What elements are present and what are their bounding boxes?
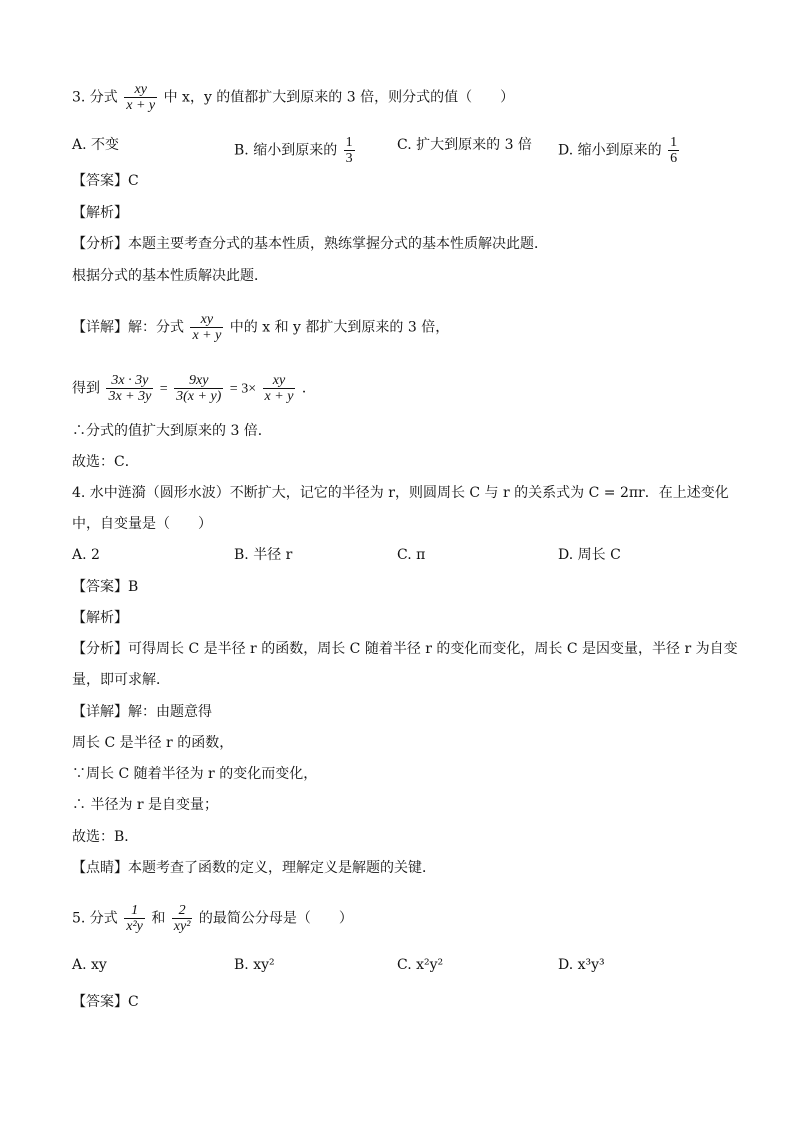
q3-option-b-fraction <box>344 135 355 166</box>
q4-stem-1: 4. 水中涟漪（圆形水波）不断扩大，记它的半径为 r，则圆周长 C 与 r 的关系式为 C = 2πr．在上述变化 <box>72 485 729 501</box>
q4-fenxi-1: 【分析】可得周长 C 是半径 r 的函数，周长 C 随着半径 r 的变化而变化，周长 C 是因变量，半径 r 为自变 <box>72 641 738 657</box>
q3-fraction <box>124 82 157 113</box>
q3-detail-num: xy <box>190 312 223 328</box>
q5-option-d: D. x³y³ <box>558 957 605 973</box>
q5-answer: 【答案】C <box>72 994 139 1010</box>
q3-detail-suffix: 中的 x 和 y 都扩大到原来的 3 倍， <box>229 319 450 336</box>
q3-option-b-num: 1 <box>345 135 353 150</box>
q5-stem <box>72 903 353 934</box>
q3-stem-text: 中 x，y 的值都扩大到原来的 3 倍，则分式的值（ ） <box>163 89 515 106</box>
q3-answer: 【答案】C <box>72 173 139 189</box>
q3-choose: 故选：C． <box>72 454 139 470</box>
q3-detail-fraction <box>190 312 223 343</box>
q3-fenxi-2: 根据分式的基本性质解决此题． <box>72 268 268 284</box>
q3-option-d-fraction <box>668 135 679 166</box>
q4-answer: 【答案】B <box>72 579 139 595</box>
q3-option-d-num: 1 <box>670 135 678 150</box>
q3-frac-num: xy <box>124 82 157 98</box>
q4-detail-2: ∵周长 C 随着半径为 r 的变化而变化， <box>72 766 318 782</box>
q3-f1-num: 3x · 3y <box>106 373 153 389</box>
q5-mid: 和 <box>151 910 166 927</box>
q4-option-c: C. π <box>397 547 426 563</box>
q3-derivation-frac-1 <box>106 373 153 404</box>
q5-f2-num: 2 <box>172 903 193 919</box>
q3-eq-2: = 3× <box>229 381 257 397</box>
q4-detail-3: ∴ 半径为 r 是自变量； <box>72 797 219 813</box>
q3-detail-prefix: 【详解】解：分式 <box>72 319 184 336</box>
q4-detail-1: 周长 C 是半径 r 的函数， <box>72 735 234 751</box>
q5-fraction-2 <box>172 903 193 934</box>
q5-f2-den: xy² <box>173 919 191 934</box>
q3-analysis-label: 【解析】 <box>72 205 128 221</box>
q4-option-d: D. 周长 C <box>558 547 621 563</box>
q3-got: 得到 <box>72 380 100 397</box>
q3-f2-den: 3(x + y) <box>176 389 222 404</box>
q3-derivation-frac-3 <box>263 373 296 404</box>
q3-option-b-text: B. 缩小到原来的 <box>234 142 338 159</box>
q5-option-c: C. x²y² <box>397 957 444 973</box>
q3-option-b <box>234 135 357 166</box>
q4-analysis-label: 【解析】 <box>72 610 128 626</box>
q3-derivation <box>72 373 316 404</box>
q4-dianjing: 【点睛】本题考查了函数的定义，理解定义是解题的关键． <box>72 860 436 876</box>
q3-option-b-den: 3 <box>345 151 353 166</box>
q5-option-a: A. xy <box>72 957 107 973</box>
q3-stem <box>72 82 515 113</box>
q3-f3-den: x + y <box>264 389 294 404</box>
q4-option-b: B. 半径 r <box>234 547 293 563</box>
q5-option-b: B. xy² <box>234 957 275 973</box>
q3-detail <box>72 312 450 343</box>
q5-prefix: 5. 分式 <box>72 910 118 927</box>
q3-prefix: 3. 分式 <box>72 89 118 106</box>
q5-f1-num: 1 <box>124 903 145 919</box>
q4-stem-2: 中，自变量是（ ） <box>72 516 212 532</box>
q3-option-d-text: D. 缩小到原来的 <box>558 142 662 159</box>
q4-choose: 故选：B． <box>72 829 139 845</box>
q3-conclusion: ∴分式的值扩大到原来的 3 倍． <box>72 423 272 439</box>
q3-detail-den: x + y <box>192 328 222 343</box>
q3-period: ． <box>301 380 316 397</box>
q4-detail: 【详解】解：由题意得 <box>72 704 212 720</box>
q3-option-a: A. 不变 <box>72 137 120 153</box>
q3-option-d <box>558 135 681 166</box>
q5-fraction-1 <box>124 903 145 934</box>
q5-f1-den: x²y <box>126 919 143 934</box>
q5-suffix: 的最简公分母是（ ） <box>198 910 353 927</box>
q3-option-c: C. 扩大到原来的 3 倍 <box>397 137 532 153</box>
q3-option-d-den: 6 <box>670 151 678 166</box>
q3-f1-den: 3x + 3y <box>108 389 152 404</box>
q3-fenxi: 【分析】本题主要考查分式的基本性质，熟练掌握分式的基本性质解决此题． <box>72 236 548 252</box>
q4-fenxi-2: 量，即可求解． <box>72 672 170 688</box>
q3-derivation-frac-2 <box>174 373 223 404</box>
q3-eq-1: = <box>159 381 168 397</box>
q3-f2-num: 9xy <box>174 373 223 389</box>
q3-f3-num: xy <box>263 373 296 389</box>
q4-option-a: A. 2 <box>72 547 100 563</box>
q3-frac-den: x + y <box>126 98 156 113</box>
